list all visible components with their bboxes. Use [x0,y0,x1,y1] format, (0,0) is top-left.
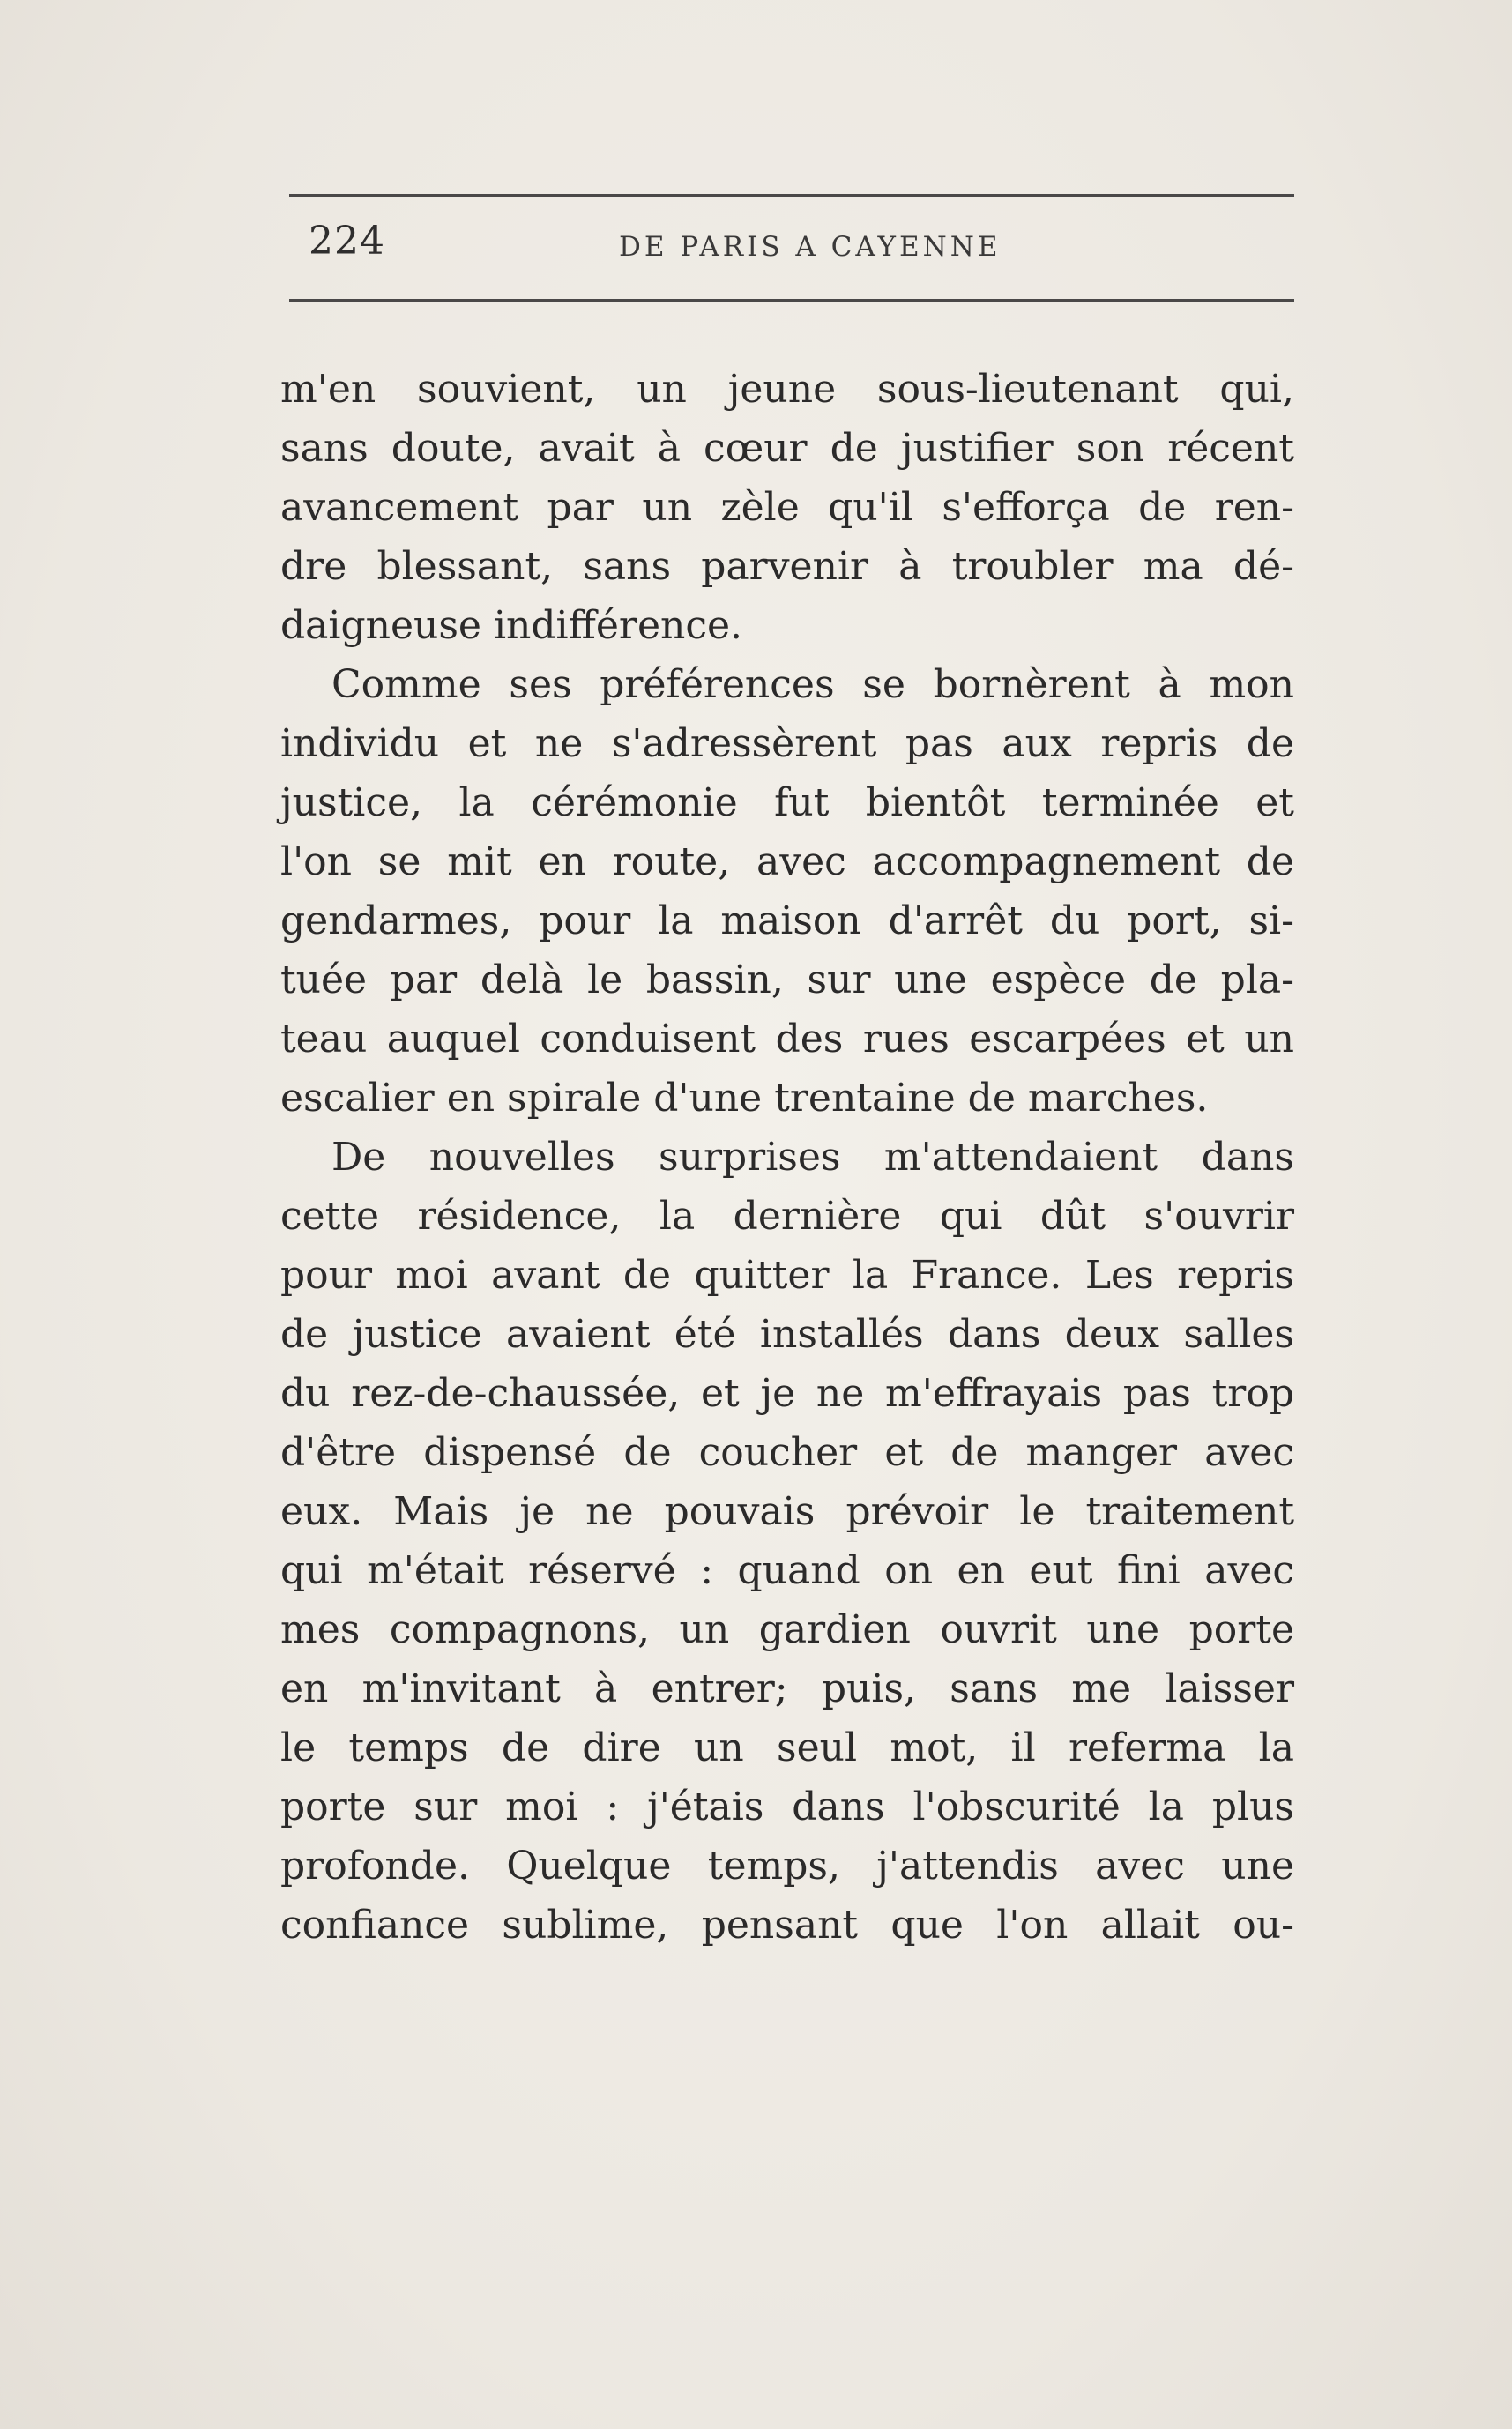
text-line: de justice avaient été installés dans deux salles [280,1312,1294,1357]
text-line: individu et ne s'adressèrent pas aux repris de [280,721,1294,766]
text-line: pour moi avant de quitter la France. Les repris [280,1253,1294,1298]
text-line: escalier en spirale d'une trentaine de marches. [280,1076,1209,1121]
body-text [280,360,1294,1955]
text-line: De nouvelles surprises m'attendaient dans [331,1135,1294,1180]
text-line: justice, la cérémonie fut bientôt terminée et [280,780,1294,825]
text-line: le temps de dire un seul mot, il referma la [280,1725,1294,1770]
text-line: eux. Mais je ne pouvais prévoir le traitement [280,1489,1294,1534]
text-line: cette résidence, la dernière qui dût s'ouvrir [280,1194,1294,1239]
text-line: avancement par un zèle qu'il s'efforça de ren- [280,485,1294,530]
text-line: qui m'était réservé : quand on en eut fini avec [280,1548,1294,1593]
text-line: mes compagnons, un gardien ouvrit une porte [280,1607,1294,1652]
text-line: m'en souvient, un jeune sous-lieutenant qui, [280,367,1294,412]
text-line: teau auquel conduisent des rues escarpées et un [280,1017,1294,1062]
text-line: daigneuse indifférence. [280,603,742,648]
text-line: sans doute, avait à cœur de justifier son récent [280,426,1294,471]
text-line: dre blessant, sans parvenir à troubler ma dé- [280,544,1294,589]
text-line: gendarmes, pour la maison d'arrêt du port, si- [280,898,1294,943]
header-rule-bottom [289,299,1294,302]
page-number: 224 [309,219,385,264]
text-line: d'être dispensé de coucher et de manger avec [280,1430,1294,1475]
text-line: confiance sublime, pensant que l'on allait ou- [280,1903,1294,1948]
text-line: l'on se mit en route, avec accompagnement de [280,839,1294,884]
text-line: du rez-de-chaussée, et je ne m'effrayais pas trop [280,1371,1294,1416]
text-line: tuée par delà le bassin, sur une espèce de pla- [280,957,1294,1002]
text-line: Comme ses préférences se bornèrent à mon [331,662,1294,707]
text-line: en m'invitant à entrer; puis, sans me laisser [280,1666,1294,1711]
text-line: porte sur moi : j'étais dans l'obscurité la plus [280,1784,1294,1829]
header-rule-top [289,194,1294,197]
text-line: profonde. Quelque temps, j'attendis avec une [280,1844,1294,1889]
running-title: DE PARIS A CAYENNE [619,231,1002,263]
